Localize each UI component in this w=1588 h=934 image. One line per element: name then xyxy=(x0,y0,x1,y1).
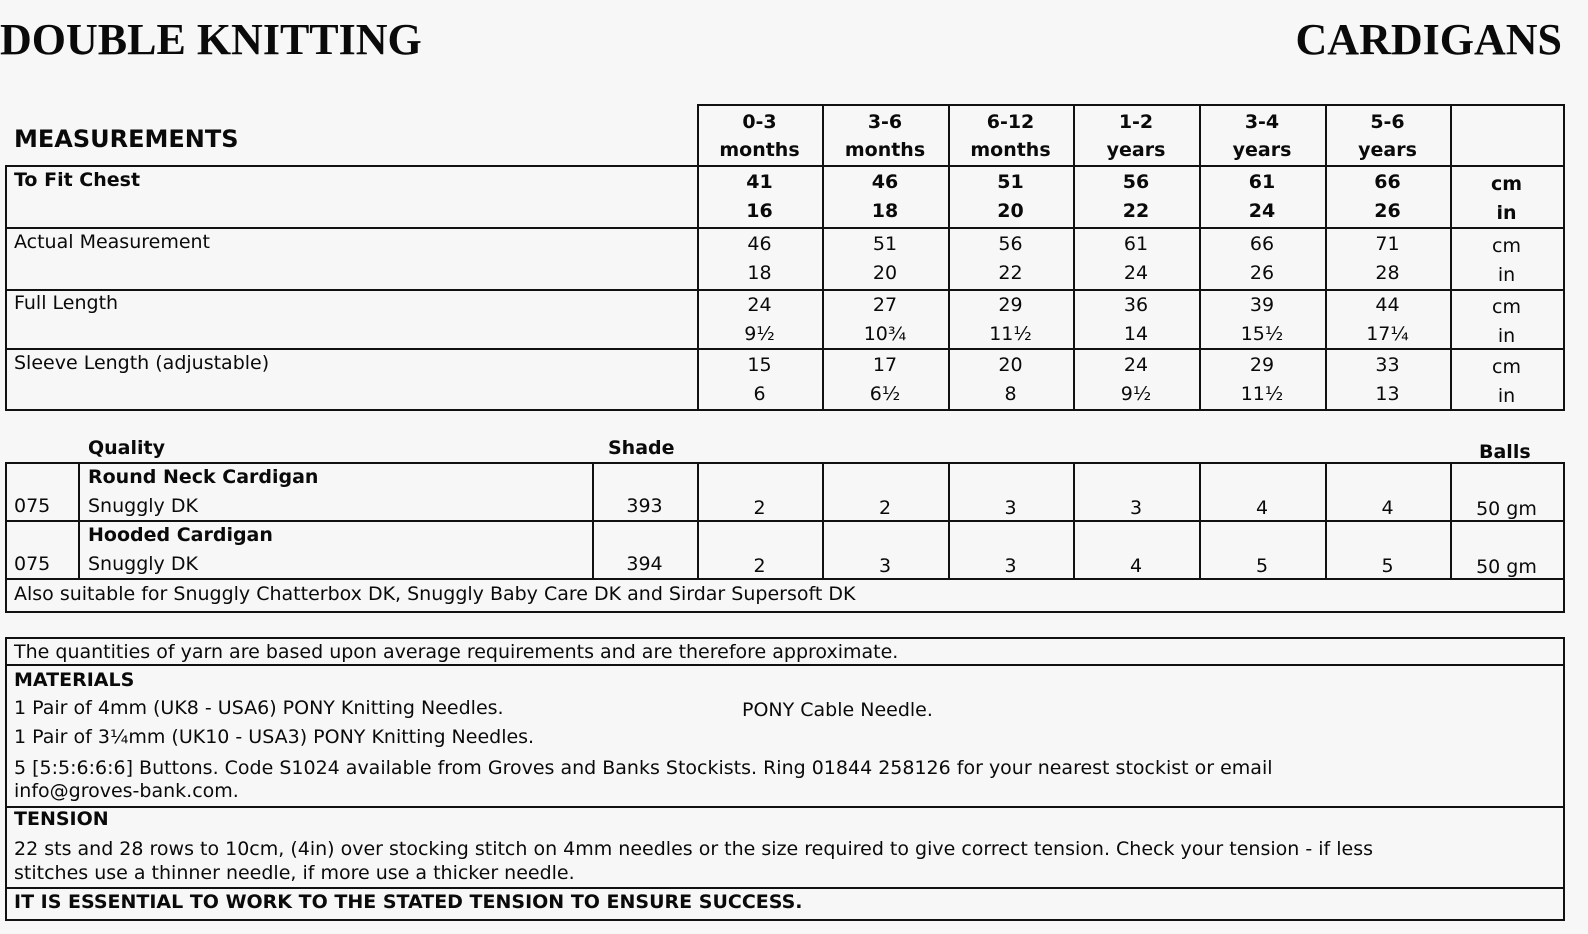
rule xyxy=(5,578,1565,580)
unit-in: in xyxy=(1497,264,1516,286)
ball-count: 2 xyxy=(753,555,766,577)
ball-count: 5 xyxy=(1255,555,1269,577)
rule xyxy=(5,462,1565,464)
also-suitable-note: Also suitable for Snuggly Chatterbox DK, Snuggly Baby Care DK and Sirdar Supersoft DK xyxy=(14,583,856,605)
measurement-in: 22 xyxy=(1122,200,1150,222)
quality-header: Quality xyxy=(88,437,165,459)
unit-cm: cm xyxy=(1492,296,1521,318)
measurement-label: Full Length xyxy=(14,292,119,314)
ball-count: 3 xyxy=(1004,497,1017,519)
ball-count: 4 xyxy=(1381,497,1394,519)
ball-count: 2 xyxy=(753,497,766,519)
measurement-cm: 61 xyxy=(1248,171,1276,193)
size-header-range: 3-4 xyxy=(1244,111,1280,133)
size-header-unit: months xyxy=(970,139,1051,161)
ball-count: 4 xyxy=(1129,555,1143,577)
measurement-cm: 17 xyxy=(872,354,898,376)
measurement-in: 17¼ xyxy=(1366,323,1409,345)
rule xyxy=(5,462,7,613)
measurement-cm: 51 xyxy=(997,171,1024,193)
ball-count: 2 xyxy=(878,497,892,519)
measurement-in: 22 xyxy=(998,262,1023,284)
unit-cm: cm xyxy=(1492,356,1521,378)
materials-heading: MATERIALS xyxy=(14,669,135,691)
rule xyxy=(5,227,1565,229)
size-header-unit: months xyxy=(844,139,926,161)
measurement-cm: 36 xyxy=(1123,294,1149,316)
measurement-in: 24 xyxy=(1123,262,1149,284)
shade-header: Shade xyxy=(608,437,675,459)
yarn-name: Snuggly DK xyxy=(88,553,198,575)
size-header-range: 1-2 xyxy=(1118,111,1154,133)
ball-count: 5 xyxy=(1381,555,1394,577)
measurement-cm: 24 xyxy=(747,294,772,316)
size-header-range: 6-12 xyxy=(986,111,1035,133)
measurement-label: Actual Measurement xyxy=(14,231,211,253)
ball-count: 3 xyxy=(1129,497,1143,519)
cable-needle-item: PONY Cable Needle. xyxy=(742,699,933,721)
measurement-in: 10¾ xyxy=(863,323,907,345)
measurement-in: 8 xyxy=(1004,383,1017,405)
unit-cm: cm xyxy=(1490,173,1523,195)
ball-count: 4 xyxy=(1255,497,1269,519)
size-header-range: 0-3 xyxy=(742,111,777,133)
rule xyxy=(697,104,1565,106)
unit-in: in xyxy=(1497,325,1516,347)
rule xyxy=(1563,462,1565,613)
measurement-cm: 27 xyxy=(872,294,898,316)
measurement-in: 9½ xyxy=(1120,383,1152,405)
materials-item: info@groves-bank.com. xyxy=(14,780,239,802)
size-header-unit: months xyxy=(719,139,800,161)
materials-item: 5 [5:5:6:6:6] Buttons. Code S1024 available from Groves and Banks Stockists. Ring 01844 258126 for your nearest stockist or email xyxy=(14,757,1273,779)
rule xyxy=(5,165,7,411)
measurement-cm: 33 xyxy=(1375,354,1400,376)
garment-name: Hooded Cardigan xyxy=(88,524,273,546)
size-header-unit: years xyxy=(1106,139,1166,161)
size-header-unit: years xyxy=(1232,139,1292,161)
rule xyxy=(5,520,1565,522)
rule xyxy=(78,462,80,580)
yarn-code: 075 xyxy=(14,495,51,517)
measurement-cm: 39 xyxy=(1249,294,1275,316)
measurement-label: To Fit Chest xyxy=(14,169,141,191)
size-header-unit: years xyxy=(1358,139,1417,161)
ball-weight: 50 gm xyxy=(1476,498,1537,520)
size-header-range: 3-6 xyxy=(867,111,903,133)
measurement-cm: 51 xyxy=(872,233,898,255)
measurement-cm: 71 xyxy=(1375,233,1400,255)
rule xyxy=(5,611,1565,613)
tension-text: stitches use a thinner needle, if more use a thicker needle. xyxy=(14,862,575,884)
measurement-cm: 66 xyxy=(1374,171,1401,193)
measurement-cm: 29 xyxy=(998,294,1023,316)
document-title: DOUBLE KNITTING xyxy=(0,15,422,64)
ball-count: 3 xyxy=(1004,555,1017,577)
measurement-in: 26 xyxy=(1374,200,1401,222)
rule xyxy=(1563,104,1565,411)
measurement-cm: 24 xyxy=(1123,354,1149,376)
rule xyxy=(5,806,1565,808)
measurement-in: 11½ xyxy=(989,323,1032,345)
tension-text: 22 sts and 28 rows to 10cm, (4in) over stocking stitch on 4mm needles or the size required to give correct tension. Check your tension - if less xyxy=(14,838,1374,860)
measurement-in: 28 xyxy=(1375,262,1400,284)
measurement-in: 6½ xyxy=(869,383,901,405)
measurement-in: 18 xyxy=(871,200,899,222)
rule xyxy=(5,289,1565,291)
measurement-in: 14 xyxy=(1123,323,1149,345)
measurement-in: 20 xyxy=(997,200,1024,222)
measurements-heading: MEASUREMENTS xyxy=(14,125,239,153)
materials-item: 1 Pair of 3¼mm (UK10 - USA3) PONY Knitting Needles. xyxy=(14,726,535,748)
rule xyxy=(5,165,1565,167)
unit-cm: cm xyxy=(1492,235,1521,257)
measurement-cm: 61 xyxy=(1123,233,1149,255)
materials-item: 1 Pair of 4mm (UK8 - USA6) PONY Knitting Needles. xyxy=(14,697,504,719)
measurement-in: 13 xyxy=(1375,383,1400,405)
yarn-code: 075 xyxy=(14,553,51,575)
quantities-note: The quantities of yarn are based upon average requirements and are therefore approximate. xyxy=(14,641,899,663)
measurement-cm: 15 xyxy=(747,354,772,376)
rule xyxy=(5,348,1565,350)
measurement-in: 15½ xyxy=(1240,323,1284,345)
garment-name: Round Neck Cardigan xyxy=(88,466,319,488)
measurement-in: 6 xyxy=(753,383,766,405)
rule xyxy=(5,664,1565,666)
measurement-cm: 66 xyxy=(1249,233,1275,255)
measurement-cm: 56 xyxy=(1122,171,1150,193)
measurement-in: 20 xyxy=(872,262,898,284)
measurement-cm: 46 xyxy=(871,171,899,193)
garment-type-title: CARDIGANS xyxy=(1295,15,1562,64)
balls-header: Balls xyxy=(1479,441,1531,463)
measurement-label: Sleeve Length (adjustable) xyxy=(14,352,270,374)
ball-count: 3 xyxy=(878,555,892,577)
rule xyxy=(5,887,1565,889)
measurement-in: 16 xyxy=(746,200,773,222)
measurement-cm: 29 xyxy=(1249,354,1275,376)
tension-heading: TENSION xyxy=(14,808,109,830)
unit-in: in xyxy=(1497,385,1516,407)
measurement-in: 11½ xyxy=(1240,383,1284,405)
size-header-range: 5-6 xyxy=(1370,111,1405,133)
ball-weight: 50 gm xyxy=(1476,556,1537,578)
yarn-name: Snuggly DK xyxy=(88,495,198,517)
measurement-in: 26 xyxy=(1249,262,1275,284)
measurement-in: 18 xyxy=(747,262,772,284)
measurement-cm: 41 xyxy=(746,171,773,193)
essential-note: IT IS ESSENTIAL TO WORK TO THE STATED TENSION TO ENSURE SUCCESS. xyxy=(14,891,803,913)
measurement-in: 24 xyxy=(1248,200,1276,222)
measurement-cm: 46 xyxy=(747,233,772,255)
measurement-in: 9½ xyxy=(744,323,775,345)
shade-number: 394 xyxy=(626,553,663,575)
measurement-cm: 56 xyxy=(998,233,1023,255)
unit-in: in xyxy=(1496,202,1517,224)
shade-number: 393 xyxy=(626,495,663,517)
measurement-cm: 20 xyxy=(998,354,1023,376)
measurement-cm: 44 xyxy=(1375,294,1400,316)
rule xyxy=(5,409,1565,411)
